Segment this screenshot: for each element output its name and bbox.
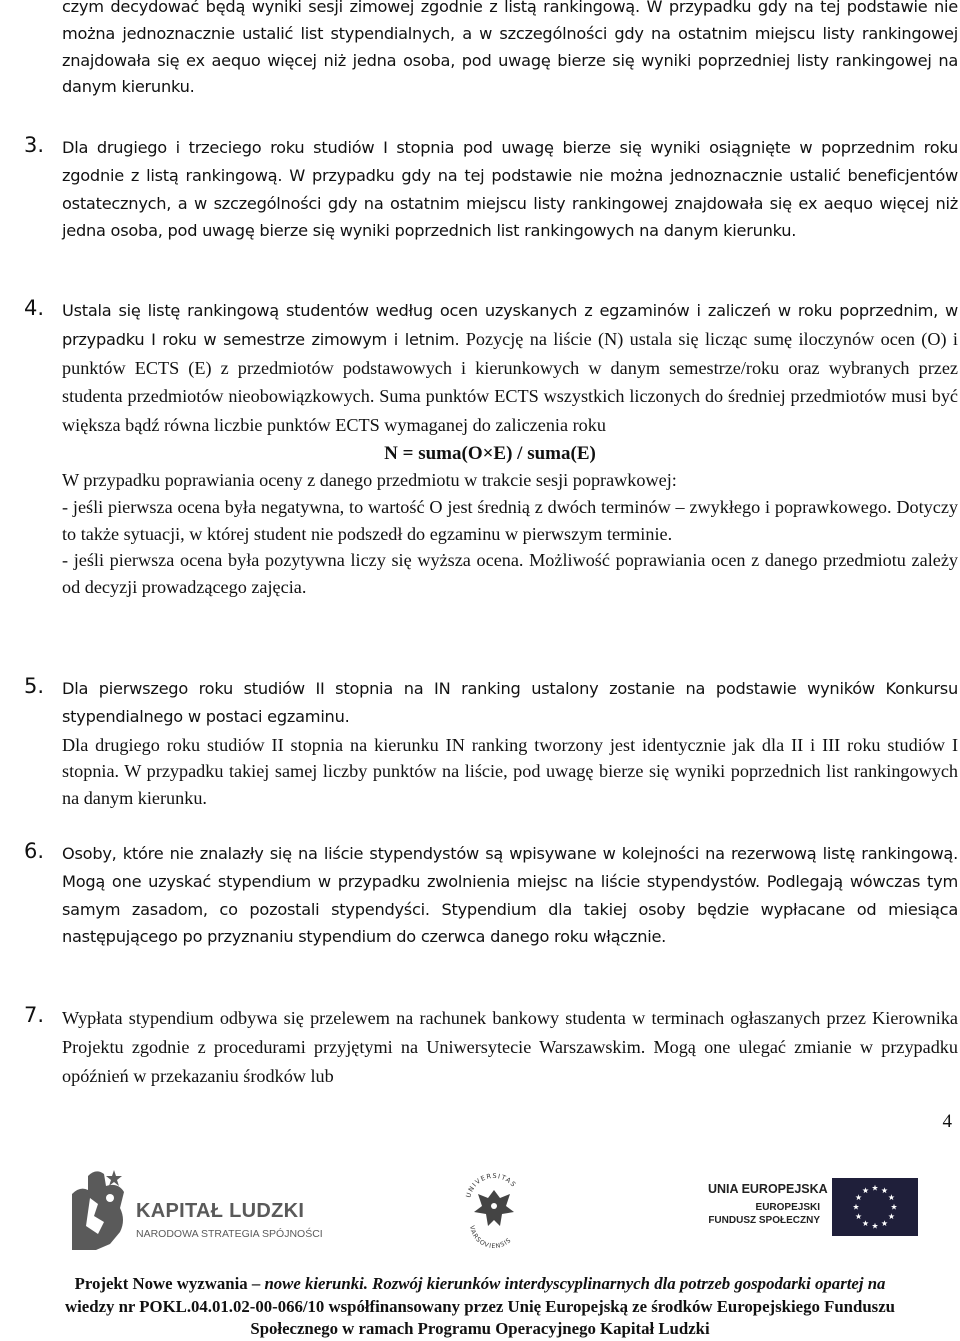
item-3-text: Dla drugiego i trzeciego roku studiów I stopnia pod uwagę bierze się wyniki osiągnięte w poprzednim roku zgodnie z listą rankingową. W przypadku gdy na tej podstawie nie można jednoznacznie ustalić beneficjentów ostatecznych, a w szczególności gdy na ostatnim miejscu listy rankingowej znajdowała się ex aequo więcej niż jedna osoba, pod uwagę bierze się wyniki poprzednich list rankingowych na danym kierunku. (62, 138, 959, 241)
project-footer (0, 1273, 960, 1341)
footer-line-2: wiedzy nr POKL.04.01.02-00-066/10 współfinansowany przez Unię Europejską ze środków Europejskiego Funduszu (65, 1296, 895, 1316)
eu-logo (708, 1178, 948, 1258)
kapital-ludzki-title: KAPITAŁ LUDZKI (136, 1200, 305, 1222)
item-4-number: 4. (24, 296, 45, 320)
list-item-4 (24, 296, 958, 601)
eu-fund-line1: EUROPEJSKI (755, 1202, 820, 1213)
item-4-text: Ustala się listę rankingową studentów według ocen uzyskanych z egzaminów i zaliczeń w roku poprzednim, w przypadku I roku w semestrze zimowym i letnim. Pozycję na liście (N) ustala się licząc sumę iloczynów ocen (O) i punktów ECTS (E) z przedmiotów podstawowych i kierunkowych w danym semestrze/roku oraz wybranych przez studenta przedmiotów nieobowiązkowych. Suma punktów ECTS wszystkich liczonych do średniej przedmiotów musi być większa bądź równa liczbie punktów ECTS wymaganej do zaliczenia roku (62, 301, 958, 436)
university-eagle-icon (462, 1168, 526, 1254)
retake-intro: W przypadku poprawiania oceny z danego przedmiotu w trakcie sesji poprawkowej: (62, 469, 677, 490)
ranking-formula: N = suma(O×E) / suma(E) (384, 442, 596, 464)
eu-flag-icon (832, 1178, 918, 1236)
footer-line-3: Społecznego w ramach Programu Operacyjnego Kapitał Ludzki (250, 1319, 710, 1338)
list-item-5 (24, 674, 958, 812)
svg-text:UNIVERSITAS: UNIVERSITAS (464, 1171, 518, 1199)
list-item-6 (24, 839, 958, 952)
item-5-text-b: Dla drugiego roku studiów II stopnia na kierunku IN ranking tworzony jest identycznie jak dla II i III roku studiów I stopnia. W przypadku takiej samej liczby punktów na liście, pod uwagę bierze się wyniki poprzednich list rankingowych na danym kierunku. (62, 734, 958, 809)
eu-title: UNIA EUROPEJSKA (708, 1182, 828, 1196)
logo-band (0, 1160, 960, 1270)
retake-positive-rule: - jeśli pierwsza ocena była pozytywna liczy się wyższa ocena. Możliwość poprawiania ocen z danego przedmiotu zależy od decyzji prowadzącego zajęcia. (62, 550, 958, 598)
eu-fund-line2: FUNDUSZ SPOŁECZNY (708, 1215, 820, 1226)
footer-line-1: Projekt Nowe wyzwania – nowe kierunki. Rozwój kierunków interdyscyplinarnych dla potrzeb gospodarki opartej na (74, 1274, 886, 1293)
item-7-number: 7. (24, 1003, 45, 1027)
retake-negative-rule: - jeśli pierwsza ocena była negatywna, to wartość O jest średnią z dwóch terminów – zwykłego i poprawkowego. Dotyczy to także sytuacji, w której student nie podszedł do egzaminu w pierwszym terminie. (62, 496, 958, 544)
university-seal (462, 1168, 526, 1254)
intro-paragraph: czym decydować będą wyniki sesji zimowej zgodnie z listą rankingową. W przypadku gdy na tej podstawie nie można jednoznacznie ustalić list stypendialnych, a w szczególności gdy na ostatnim miejscu listy rankingowej znajdowała się ex aequo więcej niż jedna osoba, pod uwagę bierze się wyniki poprzedniej listy rankingowej na danym kierunku. (62, 0, 958, 97)
item-7-text: Wypłata stypendium odbywa się przelewem na rachunek bankowy studenta w terminach ogłaszanych przez Kierownika Projektu zgodnie z procedurami przyjętymi na Uniwersytecie Warszawskim. Mogą one ulegać zmianie w przypadku opóźnień w przekazaniu środków lub (62, 1008, 958, 1086)
list-item-7 (24, 1003, 958, 1091)
page-number: 4 (942, 1111, 952, 1132)
item-5-number: 5. (24, 674, 45, 698)
kapital-ludzki-emblem-icon (66, 1164, 128, 1256)
list-item-3 (24, 133, 959, 246)
item-6-text: Osoby, które nie znalazły się na liście stypendystów są wpisywane w kolejności na rezerwową listę rankingową. Mogą one uzyskać stypendium w przypadku zwolnienia miejsc na liście stypendystów. Podlegają wówczas tym samym zasadom, co pozostali stypendyści. Stypendium dla takiej osoby będzie wypłacane od miesiąca następującego po przyznaniu stypendium do czerwca danego roku włącznie. (62, 844, 958, 947)
kapital-ludzki-subtitle: NARODOWA STRATEGIA SPÓJNOŚCI (136, 1228, 323, 1240)
item-5-text-a: Dla pierwszego roku studiów II stopnia na IN ranking ustalony zostanie na podstawie wyników Konkursu stypendialnego w postaci egzaminu. (62, 679, 958, 726)
svg-text:VARSOVIENSIS: VARSOVIENSIS (467, 1225, 513, 1251)
kapital-ludzki-logo (66, 1164, 366, 1264)
item-6-number: 6. (24, 839, 45, 863)
item-3-number: 3. (24, 133, 45, 157)
